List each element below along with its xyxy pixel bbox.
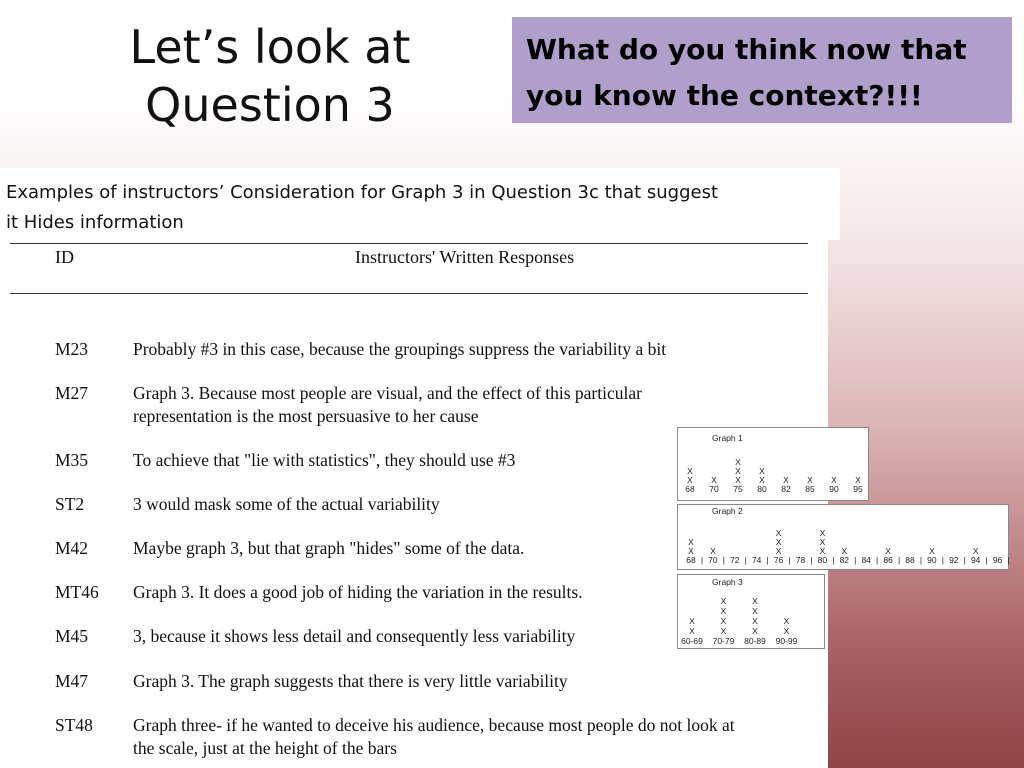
header-id: ID (55, 247, 74, 267)
graph-data-mark: X (720, 616, 727, 626)
row-id: M35 (55, 450, 89, 470)
row-id: ST2 (55, 494, 85, 514)
graph-tick-label: 75 (733, 484, 743, 494)
graph-tick-label: 60-69 (681, 636, 703, 646)
graph-data-mark: X (752, 616, 758, 626)
graph-3-dotplot (677, 574, 825, 649)
row-id: MT46 (55, 582, 99, 602)
graph-separator: | (919, 555, 923, 565)
caption-line-1: Examples of instructors’ Consideration for Graph 3 in Question 3c that suggest (6, 182, 719, 203)
graph-data-mark: X (688, 546, 694, 556)
row-id: ST48 (55, 715, 93, 735)
graph-data-mark: X (711, 475, 717, 485)
graph-data-mark: X (819, 537, 826, 547)
graph-data-mark: X (841, 546, 848, 556)
graph-tick-label: 86 (883, 555, 893, 565)
row-response-line: the scale, just at the height of the bars (133, 738, 397, 758)
graph-data-mark: X (735, 457, 741, 467)
graph-tick-label: 85 (805, 484, 815, 494)
graph-tick-label: 82 (839, 555, 850, 565)
row-response-line: Probably #3 in this case, because the groupings suppress the variability a bit (133, 339, 667, 359)
row-id: M27 (55, 383, 89, 403)
graph-data-mark: X (775, 537, 782, 547)
graph-data-mark: X (687, 475, 693, 485)
table-caption (6, 178, 826, 238)
row-id: M47 (55, 671, 89, 691)
graph-data-mark: X (885, 546, 891, 556)
table-top-rule (10, 243, 808, 244)
graph-tick-label: 76 (773, 555, 784, 565)
graph-data-mark: X (759, 475, 765, 485)
graph-data-mark: X (689, 626, 695, 636)
table-header-rule (10, 293, 808, 294)
graph-tick-label: 70 (709, 484, 719, 494)
graph-title: Graph 2 (712, 506, 743, 516)
graph-tick-label: 90 (829, 484, 839, 494)
graph-tick-label: 80 (757, 484, 767, 494)
graph-tick-label: 70-79 (712, 636, 735, 646)
graph-data-mark: X (855, 475, 861, 485)
row-response-line: Graph 3. Because most people are visual, and the effect of this particular (133, 383, 642, 403)
graph-separator: | (963, 555, 966, 565)
graph-data-mark: X (972, 546, 979, 556)
graph-tick-label: 82 (781, 484, 791, 494)
graph-tick-label: 68 (685, 484, 695, 494)
graph-data-mark: X (688, 537, 694, 547)
graph-3-svg (678, 575, 826, 650)
row-id: M45 (55, 626, 89, 646)
graph-data-mark: X (759, 466, 765, 476)
graph-data-mark: X (735, 475, 741, 485)
row-id: M23 (55, 339, 89, 359)
graph-data-mark: X (735, 466, 741, 476)
row-response-line: Graph 3. The graph suggests that there is very little variability (133, 671, 568, 691)
graph-tick-label: 70 (708, 555, 718, 565)
graph-tick-label: 90 (927, 555, 937, 565)
graph-tick-label: 94 (970, 555, 981, 565)
header-responses: Instructors' Written Responses (355, 247, 575, 267)
graph-data-mark: X (720, 596, 727, 606)
graph-data-mark: X (689, 616, 695, 626)
graph-tick-label: 92 (949, 555, 959, 565)
graph-separator: | (766, 555, 769, 565)
graph-separator: | (985, 555, 988, 565)
graph-separator: | (788, 555, 791, 565)
graph-tick-label: 84 (861, 555, 871, 565)
graph-data-mark: X (929, 546, 935, 556)
graph-title: Graph 1 (712, 433, 743, 443)
graph-tick-label: 80 (817, 555, 828, 565)
row-response-line: Maybe graph 3, but that graph "hides" some of the data. (133, 538, 525, 558)
graph-separator: | (832, 555, 835, 565)
row-response-line: Graph 3. It does a good job of hiding the variation in the results. (133, 582, 583, 602)
row-response-line: Graph three- if he wanted to deceive his audience, because most people do not look at (133, 715, 735, 735)
row-response-line: representation is the most persuasive to her cause (133, 406, 479, 426)
graph-data-mark: X (819, 528, 826, 538)
graph-tick-label: 72 (730, 555, 740, 565)
graph-separator: | (876, 555, 879, 565)
graph-separator: | (941, 555, 944, 565)
row-response-line: 3, because it shows less detail and consequently less variability (133, 626, 576, 646)
graph-1-dotplot (677, 427, 869, 501)
slide-title-line-2: Question 3 (145, 78, 395, 132)
graph-2-dotplot (677, 504, 1009, 570)
graph-separator: | (744, 555, 747, 565)
graph-data-mark: X (710, 546, 716, 556)
graph-data-mark: X (819, 546, 826, 556)
callout-line-2: you know the context?!!! (526, 79, 923, 112)
graph-data-mark: X (720, 606, 727, 616)
graph-2-svg (678, 505, 1010, 571)
row-response-line: To achieve that "lie with statistics", they should use #3 (133, 450, 516, 470)
graph-separator: | (722, 555, 725, 565)
graph-data-mark: X (720, 626, 727, 636)
graph-tick-label: 74 (751, 555, 762, 565)
graph-data-mark: X (783, 626, 790, 636)
graph-data-mark: X (831, 475, 837, 485)
row-response-line: 3 would mask some of the actual variability (133, 494, 440, 514)
graph-data-mark: X (687, 466, 693, 476)
graph-1-svg (678, 428, 870, 502)
graph-tick-label: 78 (795, 555, 806, 565)
graph-data-mark: X (752, 626, 758, 636)
row-id: M42 (55, 538, 89, 558)
graph-data-mark: X (783, 475, 789, 485)
slide-title-line-1: Let’s look at (129, 20, 411, 74)
graph-data-mark: X (807, 475, 813, 485)
graph-data-mark: X (752, 596, 758, 606)
graph-tick-label: 80-89 (744, 636, 766, 646)
slide-title (60, 18, 480, 134)
caption-line-2: it Hides information (6, 212, 184, 233)
graph-data-mark: X (752, 606, 758, 616)
graph-separator: | (700, 555, 704, 565)
graph-title: Graph 3 (712, 577, 743, 587)
graph-separator: | (810, 555, 813, 565)
graph-tick-label: 68 (686, 555, 696, 565)
context-callout (512, 17, 1012, 123)
callout-line-1: What do you think now that (526, 33, 967, 66)
graph-data-mark: X (775, 528, 782, 538)
graph-tick-label: 96 (992, 555, 1003, 565)
graph-separator: | (1007, 555, 1010, 565)
graph-tick-label: 95 (853, 484, 863, 494)
graph-separator: | (897, 555, 901, 565)
graph-tick-label: 88 (905, 555, 915, 565)
graph-separator: | (854, 555, 857, 565)
graph-data-mark: X (783, 616, 790, 626)
graph-data-mark: X (775, 546, 782, 556)
graph-tick-label: 90-99 (775, 636, 798, 646)
